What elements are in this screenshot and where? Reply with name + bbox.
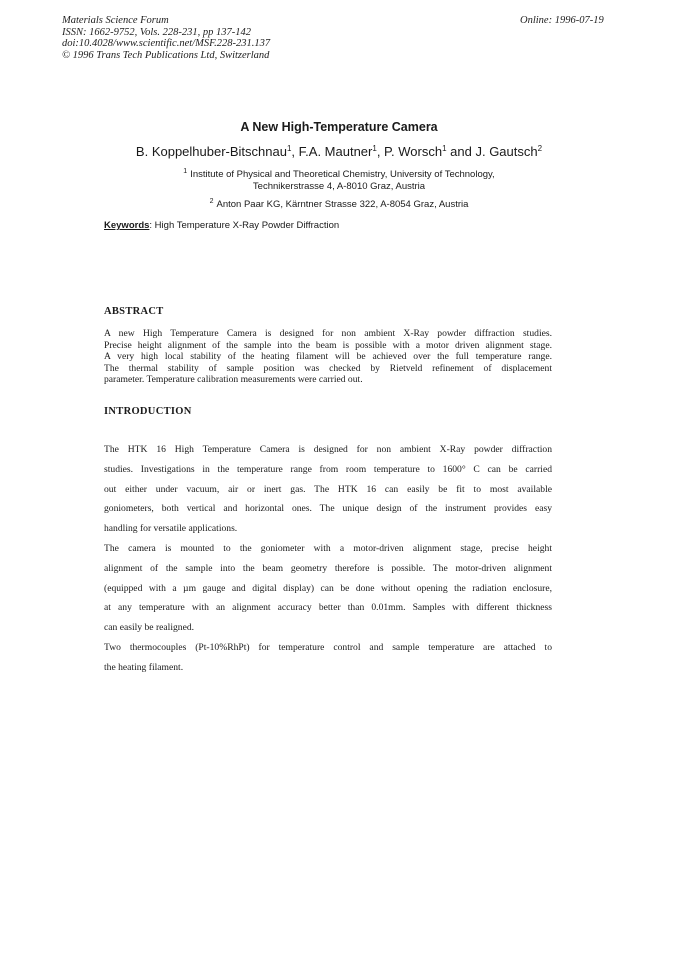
abstract-line: Precise height alignment of the sample into the beam is possible with a motor driven alignment stage. <box>104 339 552 351</box>
intro-line: studies. Investigations in the temperature range from room temperature to 1600° C can be carried <box>104 463 552 475</box>
paper-title: A New High-Temperature Camera <box>240 120 438 134</box>
intro-line: the heating filament. <box>104 661 184 673</box>
keywords <box>104 220 339 231</box>
journal-name: Materials Science Forum <box>62 15 169 26</box>
keywords-label: Keywords <box>104 220 150 231</box>
author-list <box>0 144 678 159</box>
abstract-line: A very high local stability of the heating filament will be achieved over the full temperature range. <box>104 351 552 363</box>
online-date: Online: 1996-07-19 <box>520 15 604 26</box>
author-affil-mark: 2 <box>537 144 543 153</box>
intro-line: The HTK 16 High Temperature Camera is designed for non ambient X-Ray powder diffraction <box>104 444 552 455</box>
author-name: P. Worsch <box>384 144 443 159</box>
journal-doi: doi:10.4028/www.scientific.net/MSF.228-231.137 <box>62 38 271 49</box>
intro-line: out either under vacuum, air or inert gas. The HTK 16 can easily be fit to most available <box>104 483 552 495</box>
author-affil-mark: 1 <box>286 144 292 153</box>
intro-line: The camera is mounted to the goniometer with a motor-driven alignment stage, precise height <box>104 542 552 554</box>
intro-line: goniometers, both vertical and horizontal ones. The unique design of the instrument provides easy <box>104 503 552 515</box>
keywords-text: : High Temperature X-Ray Powder Diffraction <box>149 220 340 231</box>
affiliation-line: Institute of Physical and Theoretical Chemistry, University of Technology, <box>190 169 495 180</box>
author-separator: and <box>446 144 476 159</box>
affiliation-2 <box>0 196 678 211</box>
intro-line: at any temperature with an alignment accuracy better than 0.01mm. Samples with different thickness <box>104 602 552 614</box>
intro-line: can easily be realigned. <box>104 622 195 634</box>
abstract-line: parameter. Temperature calibration measurements were carried out. <box>104 374 363 386</box>
affiliation-line: Technikerstrasse 4, A-8010 Graz, Austria <box>252 181 426 192</box>
author-affil-mark: 1 <box>372 144 377 153</box>
affiliation-mark: 2 <box>209 198 214 205</box>
author-name: B. Koppelhuber-Bitschnau <box>135 144 287 159</box>
intro-line: (equipped with a µm gauge and digital display) can be done without opening the radiation enclosure, <box>104 582 552 594</box>
journal-copyright: © 1996 Trans Tech Publications Ltd, Switzerland <box>62 49 270 61</box>
intro-line: handling for versatile applications. <box>104 523 238 535</box>
abstract-heading: ABSTRACT <box>104 306 164 317</box>
author-name: F.A. Mautner <box>298 144 373 159</box>
introduction-heading: INTRODUCTION <box>104 406 192 417</box>
abstract-line: The thermal stability of sample position was checked by Rietveld refinement of displacement <box>104 362 552 374</box>
journal-issn: ISSN: 1662-9752, Vols. 228-231, pp 137-142 <box>62 26 251 38</box>
author-separator: , <box>376 144 385 159</box>
author-separator: , <box>291 144 299 159</box>
abstract-body <box>104 328 552 386</box>
affiliation-mark: 1 <box>183 168 188 175</box>
intro-line: alignment of the sample into the beam geometry therefore is possible. The motor-driven alignment <box>104 562 552 574</box>
introduction-body <box>104 440 552 678</box>
author-name: J. Gautsch <box>475 144 538 159</box>
abstract-line: A new High Temperature Camera is designed for non ambient X-Ray powder diffraction studies. <box>104 328 552 339</box>
author-affil-mark: 1 <box>442 144 447 153</box>
affiliation-line: Anton Paar KG, Kärntner Strasse 322, A-8054 Graz, Austria <box>216 199 469 210</box>
intro-line: Two thermocouples (Pt-10%RhPt) for temperature control and sample temperature are attached to <box>104 641 552 653</box>
affiliation-1 <box>0 166 678 193</box>
journal-header <box>62 15 270 61</box>
